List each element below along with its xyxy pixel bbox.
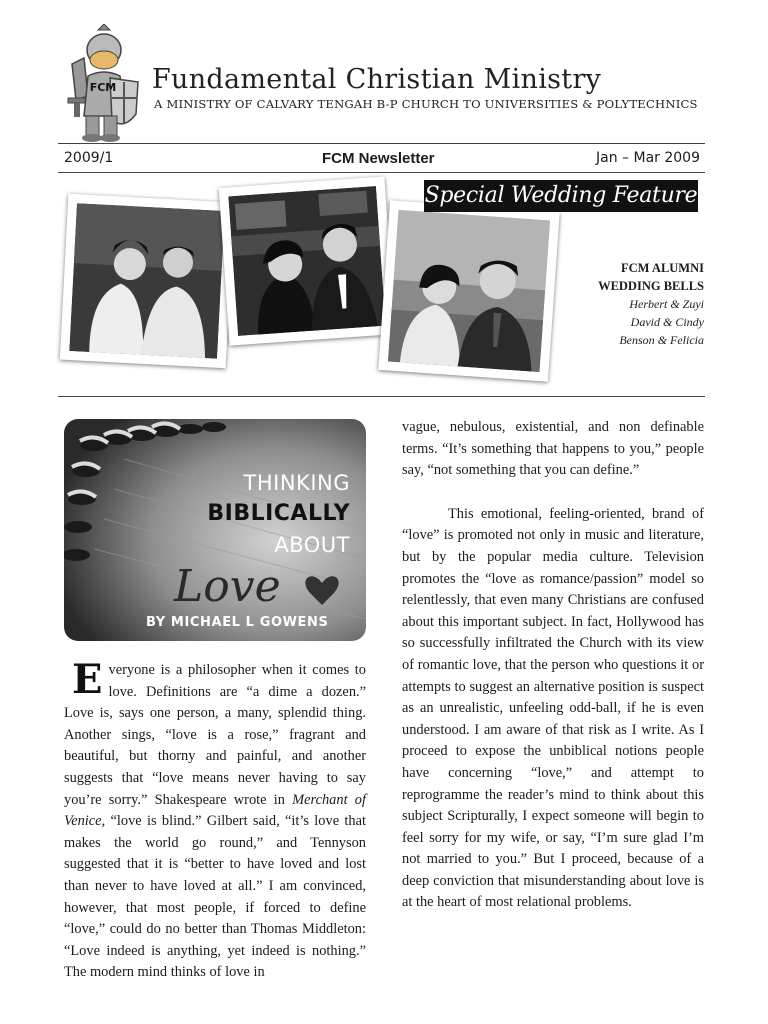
issue-number: 2009/1	[64, 150, 114, 166]
wedding-photo-2	[219, 176, 396, 345]
special-wedding-feature-banner: Special Wedding Feature	[424, 180, 698, 212]
fcm-knight-mascot-logo	[58, 24, 146, 144]
article-paragraph: This emotional, feeling-oriented, brand of “love” is promoted not only in music and literature, but by the popular media culture. Television promotes the “love as romance/passion” model so relentlessly, that even many Christians are confused about this important subject. In fact, Hollywood has so successfully infiltrated the Church with its view of romantic love, that the person who questions it or attempts to suggest an alternative position is suspect as an unrealistic, unfeeling odd-ball, if he is even understood. I am aware of that risk as I write. As I proceed to expose the unbiblical notions people have concerning “love,” and attempt to reprogramme the reader’s mind to think about this subject Scripturally, I expect someone will begin to feel sorry for my wife, or say, “I’m sure glad I’m not married to you.” But I proceed, because of a deep conviction that misunderstanding about love is at the heart of most relational problems.	[402, 505, 704, 911]
alumni-wedding-box	[598, 259, 704, 349]
wedding-photo-1	[60, 194, 234, 368]
alumni-heading-line2: WEDDING BELLS	[598, 279, 704, 293]
article-column-right	[402, 417, 704, 914]
hero-line-about: ABOUT	[274, 533, 350, 557]
mascot-label: FCM	[89, 81, 117, 94]
couple-name: Herbert & Zuyi	[629, 297, 704, 311]
newsletter-title: FCM Newsletter	[322, 150, 435, 167]
org-name: Fundamental Christian Ministry	[152, 64, 602, 95]
article-column-left	[64, 656, 366, 984]
org-tagline: A MINISTRY OF CALVARY TENGAH B-P CHURCH TO UNIVERSITIES & POLYTECHNICS	[154, 97, 698, 111]
issue-date: Jan – Mar 2009	[596, 150, 700, 166]
couple-name: Benson & Felicia	[619, 333, 704, 347]
wedding-photo-3	[378, 200, 559, 381]
hero-script-love: Love	[174, 561, 281, 612]
article-paragraph: Everyone is a philosopher when it comes to love. Definitions are “a dime a dozen.” Love is, says one person, a many, splendid thing. Another sings, “love is a rose,” fragrant and beautiful, but thorny and painful, and another suggests that “love means never having to say you’re sorry.” Shakespeare wrote in Merchant of Venice, “love is blind.” Gilbert said, “it’s love that makes the world go round,” and Tennyson suggested that it is “better to have loved and lost than never to have loved at all.” I am convinced, however, that most people, if forced to define “love,” could do no better than Thomas Middleton: “Love indeed is anything, yet indeed is nothing.” The modern mind thinks of love in	[64, 656, 366, 981]
issue-rule	[58, 172, 705, 173]
alumni-heading-line1: FCM ALUMNI	[621, 261, 704, 275]
drop-cap: E	[72, 656, 103, 703]
hero-byline: BY MICHAEL L GOWENS	[146, 615, 329, 630]
couple-name: David & Cindy	[630, 315, 704, 329]
thinking-biblically-about-love-image	[64, 419, 366, 641]
section-rule	[58, 396, 705, 397]
play-title: Merchant of Venice	[64, 791, 366, 830]
article-paragraph: vague, nebulous, existential, and non definable terms. “It’s something that happens to you,” people say, “not something that you can define.”	[402, 419, 704, 479]
top-rule	[58, 143, 705, 144]
hero-line-thinking: THINKING	[243, 471, 350, 495]
hero-line-biblically: BIBLICALLY	[207, 501, 350, 526]
